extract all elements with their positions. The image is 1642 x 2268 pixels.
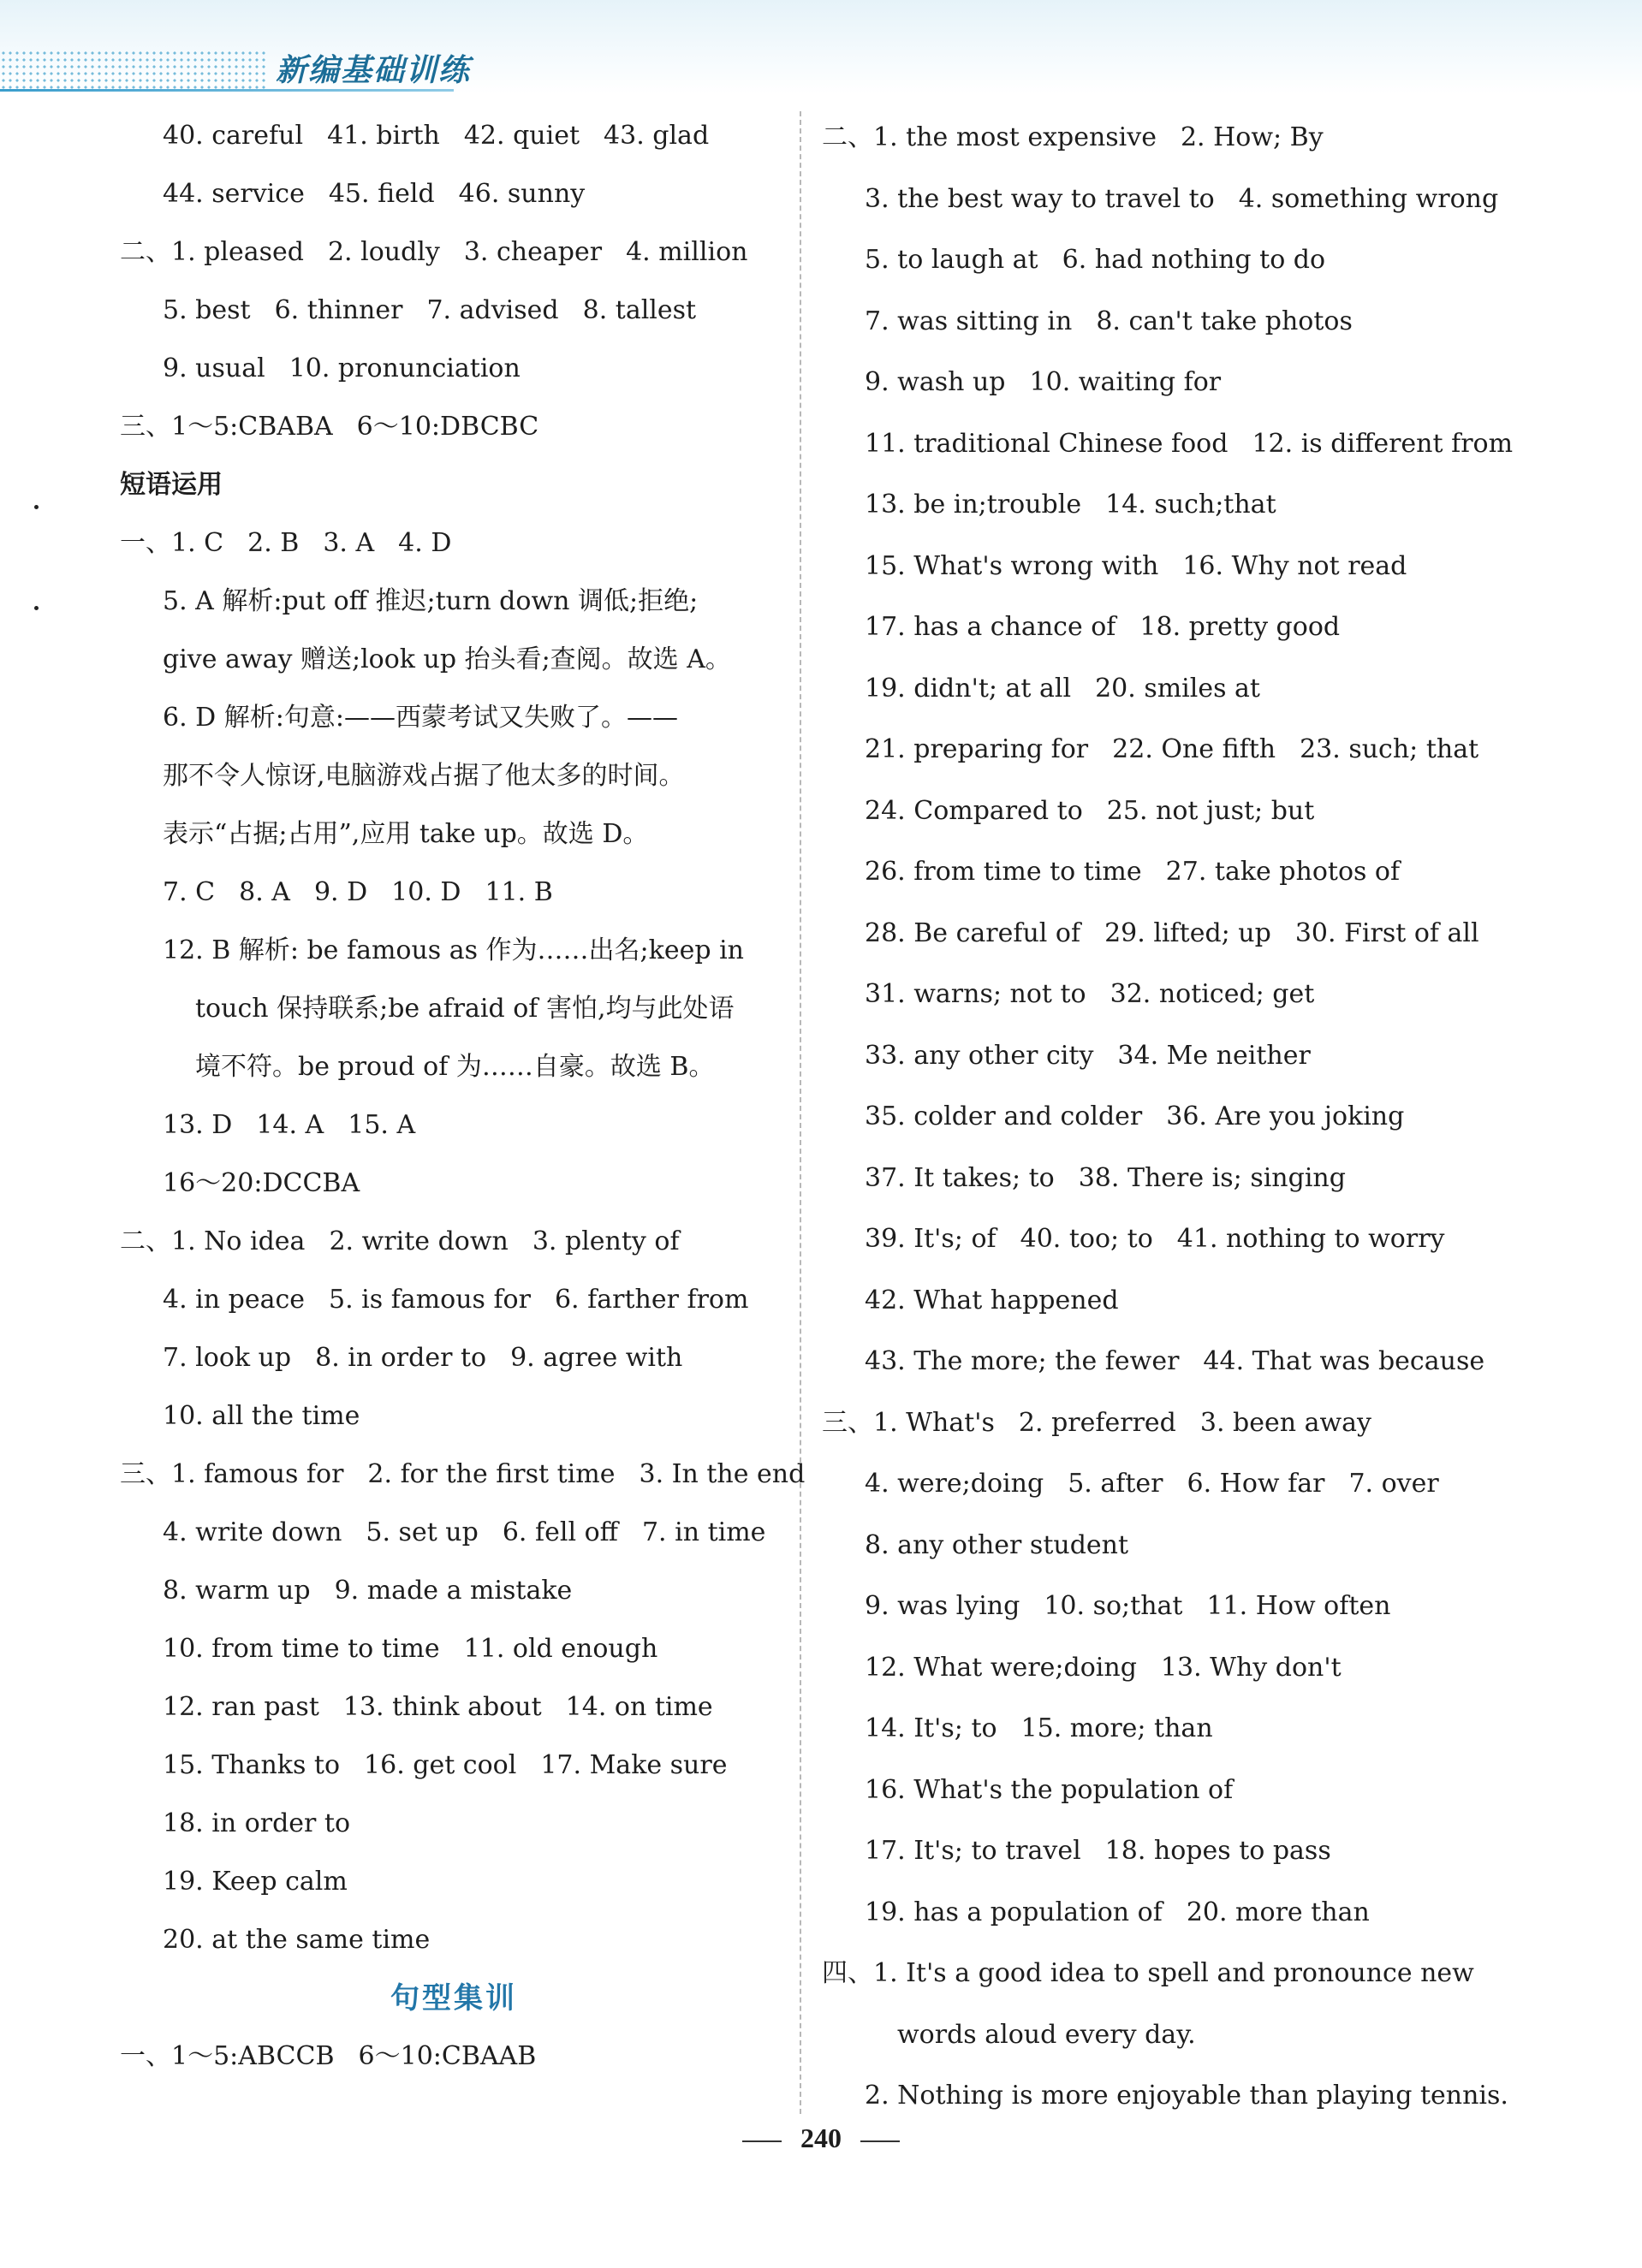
right-column <box>822 107 1514 2127</box>
answer-item: 7. over <box>1348 1469 1439 1499</box>
answer-item: 37. It takes; to <box>865 1162 1055 1193</box>
answer-line <box>120 1329 788 1387</box>
answer-item: 30. First of all <box>1294 917 1479 948</box>
header-rule <box>0 89 454 92</box>
answer-item: 6. farther from <box>554 1285 749 1315</box>
answer-item: 12. What were;doing <box>865 1652 1137 1683</box>
answer-line <box>822 1025 1507 1087</box>
answer-item: 40. careful <box>163 121 304 151</box>
answer-item: 45. field <box>328 179 435 209</box>
section-heading: 短语运用 <box>120 470 223 500</box>
answer-line <box>120 2028 788 2086</box>
answer-line <box>120 1795 788 1853</box>
answer-item: 35. colder and colder <box>865 1101 1143 1131</box>
answer-item: 13. D <box>163 1110 233 1140</box>
answer-item: 15. A <box>348 1110 416 1140</box>
answer-item: 10. D <box>391 877 461 907</box>
answer-item: 7. C <box>163 877 216 907</box>
answer-line <box>822 1820 1507 1882</box>
answer-line <box>822 352 1507 413</box>
answer-item: 11. How often <box>1206 1591 1391 1621</box>
answer-line <box>822 1882 1507 1944</box>
answer-item: 6. thinner <box>274 295 403 325</box>
answer-line <box>822 1576 1507 1637</box>
answer-item: 2. B <box>247 528 300 558</box>
answer-item: 16～20:DCCBA <box>163 1168 360 1198</box>
answer-item: 7. look up <box>163 1343 292 1373</box>
answer-item: 8. tallest <box>582 295 697 325</box>
answer-line <box>822 1515 1507 1576</box>
answer-line <box>120 1620 788 1678</box>
answer-line <box>120 864 788 922</box>
answer-item: 9. was lying <box>865 1591 1020 1621</box>
answer-line <box>120 282 788 340</box>
explanation-line: give away 赠送;look up 抬头看;查阅。故选 A。 <box>163 644 731 674</box>
header-dot-pattern <box>0 50 265 91</box>
answer-line <box>822 841 1507 903</box>
answer-line <box>822 1208 1507 1270</box>
answer-item: 5. best <box>163 295 251 325</box>
answer-item: 39. It's; of <box>865 1224 997 1254</box>
answer-item: 6. had nothing to do <box>1062 245 1326 275</box>
answer-item: 32. noticed; get <box>1110 979 1315 1009</box>
answer-item: 29. lifted; up <box>1104 917 1271 948</box>
answer-line <box>822 1698 1507 1760</box>
answer-item: 15. more; than <box>1020 1713 1213 1743</box>
answer-item: 二、1. pleased <box>120 237 304 267</box>
answer-item: 5. after <box>1068 1469 1163 1499</box>
answer-item: 一、1～5:ABCCB <box>120 2041 335 2071</box>
answer-line: 2. Nothing is more enjoyable than playing tennis. <box>865 2081 1508 2111</box>
answer-item: 14. on time <box>565 1692 713 1722</box>
answer-line <box>120 1155 788 1213</box>
answer-item: 2. write down <box>329 1226 509 1256</box>
answer-line <box>822 903 1507 965</box>
answer-item: 18. in order to <box>163 1808 351 1838</box>
explanation-line: 表示“占据;占用”,应用 take up。故选 D。 <box>163 819 649 849</box>
answer-line <box>120 1504 788 1562</box>
answer-item: 19. Keep calm <box>163 1867 348 1897</box>
answer-item: 7. advised <box>426 295 559 325</box>
answer-line <box>120 398 788 456</box>
answer-item: 42. What happened <box>865 1285 1119 1315</box>
answer-item: 三、1. What's <box>822 1407 995 1438</box>
answer-item: 41. birth <box>327 121 440 151</box>
answer-item: 40. too; to <box>1020 1224 1153 1254</box>
answer-item: 4. million <box>626 237 748 267</box>
answer-line <box>822 1270 1507 1332</box>
answer-item: 2. for the first time <box>367 1459 616 1489</box>
answer-item: 10. pronunciation <box>289 353 521 383</box>
answer-item: 7. in time <box>641 1517 766 1547</box>
answer-line <box>822 1760 1507 1821</box>
answer-line <box>822 229 1507 291</box>
answer-line <box>120 1387 788 1446</box>
answer-item: 19. didn't; at all <box>865 673 1072 704</box>
page-footer <box>0 2123 1642 2154</box>
answer-item: 9. made a mistake <box>334 1576 573 1606</box>
answer-item: 46. sunny <box>458 179 586 209</box>
answer-item: 5. is famous for <box>329 1285 531 1315</box>
answer-item: 5. set up <box>366 1517 479 1547</box>
answer-item: 6～10:DBCBC <box>356 412 539 442</box>
explanation-line: 12. B 解析: be famous as 作为……出名;keep in <box>163 935 744 965</box>
answer-item: 4. D <box>398 528 452 558</box>
answer-line <box>120 1911 788 1969</box>
answer-item: 一、1. C <box>120 528 224 558</box>
answer-item: 12. ran past <box>163 1692 319 1722</box>
answer-item: 6. fell off <box>502 1517 618 1547</box>
answer-item: 13. be in;trouble <box>865 490 1082 520</box>
answer-line <box>822 964 1507 1025</box>
answer-line: words aloud every day. <box>897 2019 1196 2050</box>
answer-line <box>120 340 788 398</box>
answer-item: 3. plenty of <box>532 1226 680 1256</box>
explanation-line: touch 保持联系;be afraid of 害怕,均与此处语 <box>195 994 735 1024</box>
answer-item: 14. such;that <box>1105 490 1276 520</box>
answer-line <box>822 536 1507 597</box>
answer-item: 8. any other student <box>865 1529 1129 1560</box>
answer-line <box>822 1331 1507 1392</box>
answer-item: 27. take photos of <box>1165 857 1401 887</box>
answer-line <box>822 781 1507 842</box>
answer-line <box>120 1678 788 1737</box>
section-heading-centered: 句型集训 <box>390 1981 517 2016</box>
answer-item: 11. traditional Chinese food <box>865 428 1229 459</box>
answer-item: 9. wash up <box>865 367 1006 397</box>
answer-item: 3. been away <box>1199 1407 1372 1438</box>
answer-line <box>822 597 1507 658</box>
answer-item: 25. not just; but <box>1106 795 1315 826</box>
answer-item: 6. How far <box>1187 1469 1325 1499</box>
answer-line <box>120 1271 788 1329</box>
answer-item: 13. Why don't <box>1160 1652 1342 1683</box>
footer-dash <box>742 2140 782 2142</box>
answer-item: 10. waiting for <box>1029 367 1222 397</box>
answer-item: 16. Why not read <box>1182 550 1407 581</box>
answer-item: 2. preferred <box>1018 1407 1176 1438</box>
answer-item: 7. was sitting in <box>865 306 1073 336</box>
answer-item: 二、1. No idea <box>120 1226 306 1256</box>
answer-item: 20. at the same time <box>163 1925 431 1955</box>
answer-item: 8. A <box>239 877 290 907</box>
answer-item: 17. has a chance of <box>865 612 1116 642</box>
answer-item: 41. nothing to worry <box>1176 1224 1445 1254</box>
answer-item: 15. What's wrong with <box>865 550 1159 581</box>
answer-item: 2. How; By <box>1180 122 1324 152</box>
answer-line <box>120 1562 788 1620</box>
answer-item: 9. usual <box>163 353 265 383</box>
answer-item: 24. Compared to <box>865 795 1083 826</box>
answer-item: 三、1～5:CBABA <box>120 412 333 442</box>
answer-item: 16. get cool <box>364 1750 517 1780</box>
answer-item: 44. service <box>163 179 305 209</box>
answer-item: 42. quiet <box>463 121 580 151</box>
answer-line <box>822 1453 1507 1515</box>
answer-item: 26. from time to time <box>865 857 1142 887</box>
answer-item: 20. more than <box>1186 1897 1370 1927</box>
answer-line <box>822 1637 1507 1699</box>
explanation-line: 6. D 解析:句意:——西蒙考试又失败了。—— <box>163 703 678 733</box>
answer-item: 21. preparing for <box>865 734 1089 764</box>
answer-item: 44. That was because <box>1203 1346 1485 1376</box>
answer-line <box>822 169 1507 230</box>
answer-item: 15. Thanks to <box>163 1750 341 1780</box>
answer-line <box>822 107 1507 169</box>
answer-item: 11. B <box>485 877 553 907</box>
answer-line <box>822 719 1507 781</box>
margin-dot <box>34 505 39 509</box>
answer-item: 10. all the time <box>163 1401 360 1431</box>
answer-line <box>120 165 788 223</box>
answer-item: 5. to laugh at <box>865 245 1038 275</box>
answer-item: 19. has a population of <box>865 1897 1163 1927</box>
answer-line <box>120 514 788 573</box>
answer-item: 二、1. the most expensive <box>822 122 1157 152</box>
page-number: 240 <box>800 2123 842 2153</box>
book-series-title: 新编基础训练 <box>276 53 472 88</box>
answer-line <box>822 1086 1507 1148</box>
answer-item: 36. Are you joking <box>1166 1101 1405 1131</box>
answer-item: 16. What's the population of <box>865 1774 1234 1805</box>
answer-item: 10. from time to time <box>163 1634 440 1664</box>
answer-item: 4. in peace <box>163 1285 306 1315</box>
answer-item: 8. can't take photos <box>1096 306 1353 336</box>
answer-item: 28. Be careful of <box>865 917 1081 948</box>
answer-line <box>120 223 788 282</box>
explanation-line: 5. A 解析:put off 推迟;turn down 调低;拒绝; <box>163 586 699 616</box>
answer-line <box>120 1853 788 1911</box>
answer-item: 8. in order to <box>315 1343 487 1373</box>
answer-item: 33. any other city <box>865 1040 1094 1071</box>
answer-line <box>120 1096 788 1155</box>
answer-item: 3. the best way to travel to <box>865 183 1215 214</box>
answer-item: 20. smiles at <box>1095 673 1260 704</box>
answer-item: 23. such; that <box>1300 734 1479 764</box>
answer-line <box>822 1392 1507 1454</box>
footer-dash <box>860 2140 900 2142</box>
answer-item: 17. It's; to travel <box>865 1836 1081 1866</box>
explanation-line: 境不符。be proud of 为……自豪。故选 B。 <box>195 1052 715 1082</box>
answer-item: 3. cheaper <box>463 237 603 267</box>
answer-item: 12. is different from <box>1252 428 1514 459</box>
answer-item: 9. D <box>313 877 368 907</box>
answer-line <box>822 1148 1507 1209</box>
answer-line <box>120 1737 788 1795</box>
column-divider <box>800 111 801 2114</box>
answer-line <box>822 658 1507 720</box>
answer-item: 14. A <box>256 1110 324 1140</box>
answer-item: 8. warm up <box>163 1576 311 1606</box>
answer-item: 9. agree with <box>510 1343 683 1373</box>
answer-line <box>120 1446 806 1504</box>
answer-item: 4. write down <box>163 1517 342 1547</box>
answer-item: 2. loudly <box>327 237 440 267</box>
answer-line <box>120 1213 788 1271</box>
answer-line <box>120 107 788 165</box>
answer-item: 三、1. famous for <box>120 1459 344 1489</box>
answer-item: 43. The more; the fewer <box>865 1346 1180 1376</box>
answer-item: 22. One fifth <box>1112 734 1276 764</box>
answer-line: 四、1. It's a good idea to spell and pronounce new <box>822 1958 1474 1988</box>
answer-item: 3. A <box>323 528 375 558</box>
answer-item: 31. warns; not to <box>865 979 1086 1009</box>
answer-line <box>822 413 1514 475</box>
margin-dot <box>34 606 39 610</box>
answer-item: 10. so;that <box>1044 1591 1183 1621</box>
left-column <box>120 107 806 2086</box>
answer-item: 3. In the end <box>639 1459 806 1489</box>
explanation-line: 那不令人惊讶,电脑游戏占据了他太多的时间。 <box>163 761 685 791</box>
answer-item: 34. Me neither <box>1117 1040 1311 1071</box>
answer-item: 6～10:CBAAB <box>358 2041 537 2071</box>
answer-item: 4. were;doing <box>865 1469 1044 1499</box>
answer-item: 38. There is; singing <box>1078 1162 1346 1193</box>
answer-item: 14. It's; to <box>865 1713 997 1743</box>
answer-item: 18. pretty good <box>1139 612 1341 642</box>
answer-item: 17. Make sure <box>540 1750 728 1780</box>
answer-line <box>822 474 1507 536</box>
answer-item: 13. think about <box>342 1692 542 1722</box>
answer-item: 43. glad <box>604 121 710 151</box>
answer-item: 11. old enough <box>463 1634 658 1664</box>
answer-line <box>822 291 1507 353</box>
answer-item: 4. something wrong <box>1238 183 1499 214</box>
answer-item: 18. hopes to pass <box>1104 1836 1331 1866</box>
